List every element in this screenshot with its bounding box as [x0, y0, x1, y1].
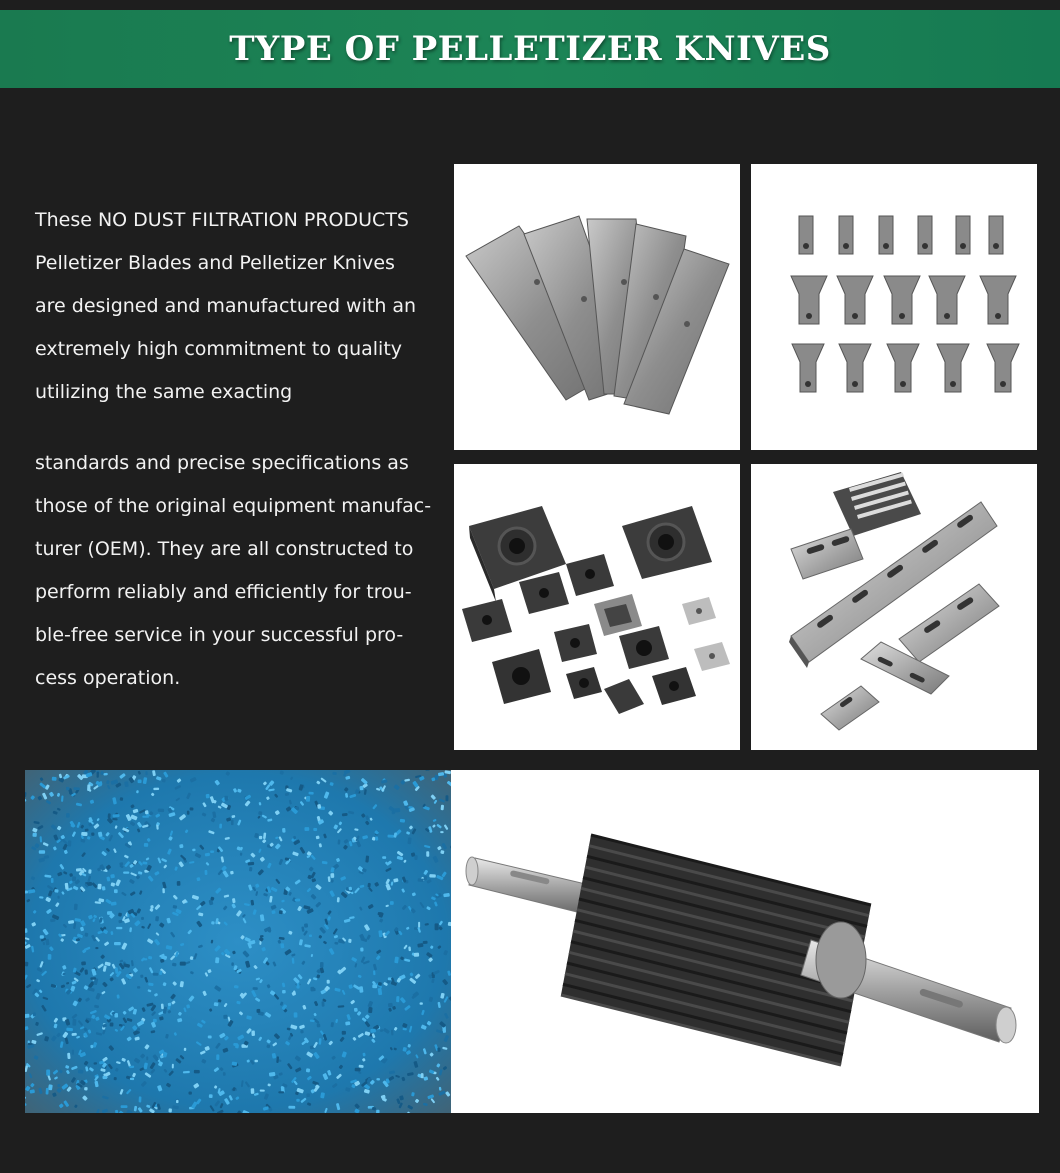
intro-line: perform reliably and efficiently for trou- [35, 581, 412, 603]
top-strip [0, 0, 1060, 10]
slotted-crusher-blades-photo [751, 464, 1037, 750]
intro-line: Pelletizer Blades and Pelletizer Knives [35, 252, 395, 274]
intro-line: turer (OEM). They are all constructed to [35, 538, 414, 560]
intro-paragraph-1 [35, 199, 435, 414]
square-bedknife-inserts-photo [454, 464, 740, 750]
small-tab-knives-photo [751, 164, 1037, 450]
straight-pelletizer-blades-photo [454, 164, 740, 450]
intro-line: These NO DUST FILTRATION PRODUCTS [35, 209, 409, 231]
title-banner [0, 10, 1060, 88]
intro-paragraph-2 [35, 442, 435, 700]
blue-plastic-pellets-photo [25, 770, 451, 1113]
intro-line: are designed and manufactured with an [35, 295, 417, 317]
intro-line: utilizing the same exacting [35, 381, 293, 403]
intro-line: extremely high commitment to quality [35, 338, 403, 360]
intro-line: cess operation. [35, 667, 181, 689]
pelletizer-rotor-photo [451, 770, 1039, 1113]
intro-line: ble-free service in your successful pro- [35, 624, 404, 646]
page-title: TYPE OF PELLETIZER KNIVES [229, 29, 831, 69]
intro-line: standards and precise specifications as [35, 452, 409, 474]
intro-line: those of the original equipment manufac- [35, 495, 432, 517]
